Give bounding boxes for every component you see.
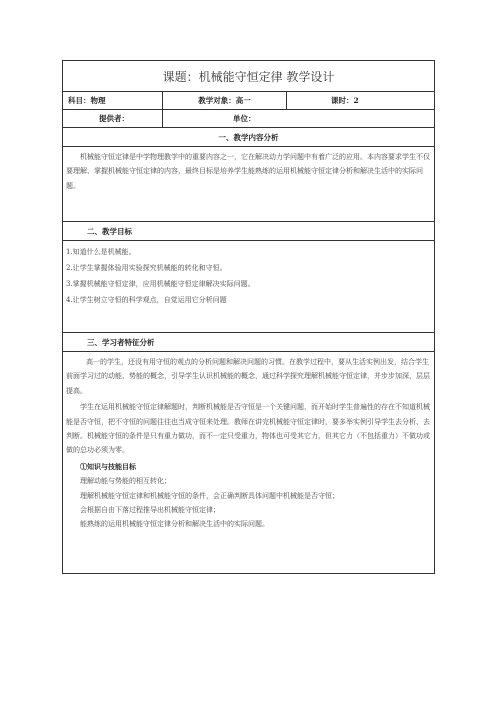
learner-analysis-body (63, 352, 435, 574)
goal-item: 2.让学生掌握体验用实验探究机械能的转化和守恒。 (66, 264, 227, 272)
knowledge-skill-item: 理解机械能守恒定律和机械能守恒的条件，会正确判断具体问题中机械能是否守恒； (80, 491, 339, 500)
section-heading-content-analysis: 一、教学内容分析 (63, 128, 435, 147)
lesson-plan-table (62, 60, 435, 574)
teaching-goals-body (63, 241, 435, 333)
content-analysis-body (63, 147, 435, 222)
knowledge-skill-item: 会根据自由下落过程推导出机械能守恒定律； (80, 506, 220, 515)
section-heading-teaching-goals: 二、教学目标 (63, 222, 435, 241)
unit-label: 单位： (163, 110, 435, 128)
section-heading-learner-analysis: 三、学习者特征分析 (63, 333, 435, 352)
knowledge-skill-item: 理解动能与势能的相互转化； (80, 477, 171, 486)
goal-item: 4.让学生树立守恒的科学观点，自觉运用它分析问题 (66, 296, 227, 304)
knowledge-skills-subheading: ①知识与技能目标 (80, 461, 136, 471)
goal-item: 1.知道什么是机械能。 (66, 248, 136, 256)
audience-label: 教学对象：高一 (163, 92, 287, 110)
learner-paragraph-1: 高一的学生，还没有用守恒的观点的分析问题和解决问题的习惯。在教学过程中，要从生活实例出发，结合学生前面学习过的动能、势能的概念，引导学生认识机械能的概念，通过科学探究理解机械能守恒定律，并步步加深，层层提高。 (66, 358, 430, 395)
content-analysis-paragraph: 机械能守恒定律是中学物理教学中的重要内容之一，它在解决动力学问题中有着广泛的应用。本内容要求学生不仅要理解、掌握机械能守恒定律的内容，最终目标是培养学生能熟练的运用机械能守恒定律分析和解决生活中的实际问题。 (66, 153, 430, 190)
goal-item: 3.掌握机械能守恒定律，应用机械能守恒定律解决实际问题。 (66, 280, 255, 288)
hours-label: 课时：2 (287, 92, 435, 110)
page-title: 课题：机械能守恒定律 教学设计 (63, 61, 435, 92)
lesson-plan-sheet (62, 60, 434, 574)
subject-label: 科目：物理 (63, 92, 163, 110)
knowledge-skill-item: 能熟练的运用机械能守恒定律分析和解决生活中的实际问题。 (80, 520, 269, 529)
provider-label: 提供者： (63, 110, 163, 128)
learner-paragraph-2: 学生在运用机械能守恒定律解题时，判断机械能是否守恒是一个关键问题，而开始时学生普遍性的存在不知道机械能是否守恒，把不守恒的问题往往也当成守恒来处理。教师在讲完机械能守恒定律时，要多举实例引导学生去分析、去判断。机械能守恒的条件是只有重力做功，而不一定只受重力，物体也可受其它力，但其它力（不包括重力）不做功或做的总功必须为零。 (66, 403, 430, 455)
